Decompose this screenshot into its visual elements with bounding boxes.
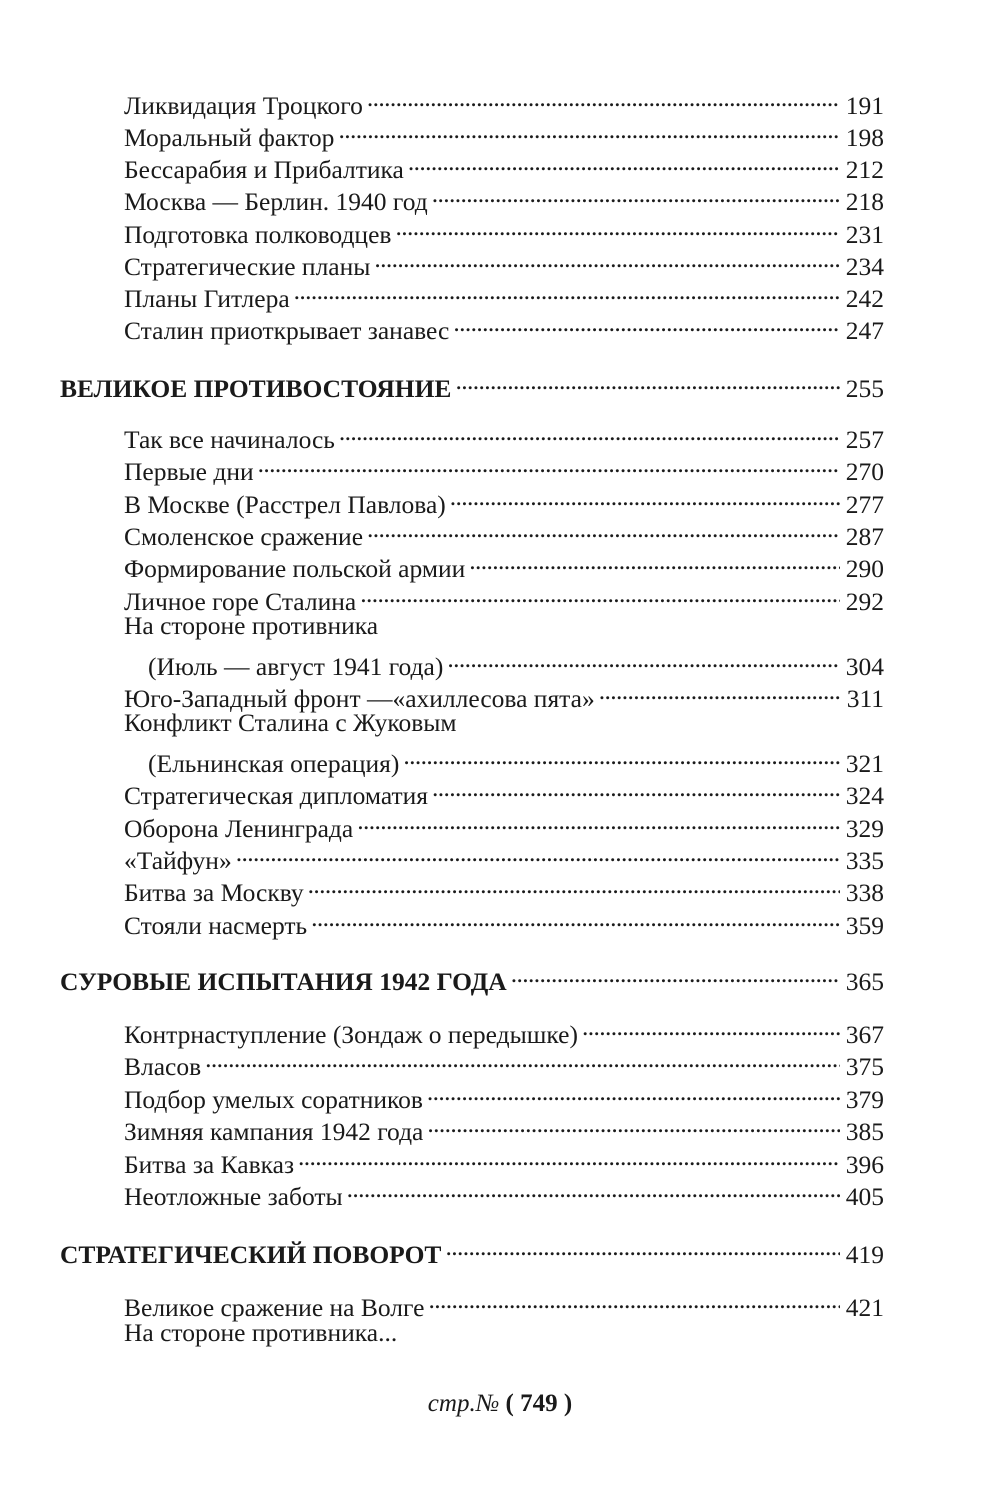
toc-entry-page: 375 [845, 1052, 884, 1081]
page-number-prefix: стр.№ [427, 1390, 500, 1417]
dot-leader [445, 1231, 839, 1263]
toc-entry-page: 198 [845, 123, 884, 152]
toc-entry-page: 234 [845, 252, 884, 281]
toc-section-heading[interactable] [60, 1231, 884, 1271]
toc-entry-title: Личное горе Сталина [124, 587, 357, 616]
toc-entry-title: Сталин приоткрывает занавес [124, 316, 450, 345]
toc-entry-page: 379 [845, 1085, 884, 1114]
toc-entry-page: 321 [845, 749, 884, 778]
dot-leader [308, 869, 840, 901]
toc-section-title: ВЕЛИКОЕ ПРОТИВОСТОЯНИЕ [60, 374, 452, 403]
toc-entry-title: Контрнаступление (Зондаж о передышке) [124, 1020, 578, 1049]
toc-entry-title: Подбор умелых соратников [124, 1085, 423, 1114]
toc-entry-page: 359 [845, 911, 884, 940]
dot-leader [447, 643, 839, 675]
dot-leader [408, 146, 840, 178]
toc-entry-title: Планы Гитлера [124, 284, 290, 313]
toc-entry-title: Так все начиналось [124, 425, 335, 454]
dot-leader [258, 448, 840, 480]
toc-entry-title: В Москве (Расстрел Павлова) [124, 490, 446, 519]
page-number: ( 749 ) [505, 1390, 573, 1417]
dot-leader [367, 82, 840, 114]
toc-entry-page: 257 [845, 425, 884, 454]
page-footer [0, 1388, 1000, 1420]
toc-entry-page: 367 [845, 1020, 884, 1049]
toc-section-title: СТРАТЕГИЧЕСКИЙ ПОВОРОТ [60, 1240, 442, 1269]
dot-leader [236, 837, 840, 869]
toc-entry-title: Смоленское сражение [124, 522, 364, 551]
dot-leader [205, 1043, 840, 1075]
toc-entry-title: Неотложные заботы [124, 1182, 343, 1211]
dot-leader [374, 243, 839, 275]
toc-entry-title: «Тайфун» [124, 846, 232, 875]
dot-leader [367, 513, 840, 545]
toc-entry-page: 405 [845, 1182, 884, 1211]
dot-leader [298, 1141, 840, 1173]
toc-entry-title: Стратегические планы [124, 252, 371, 281]
toc-entry-title: Ликвидация Троцкого [124, 91, 363, 120]
dot-leader [357, 805, 840, 837]
dot-leader [294, 275, 840, 307]
toc-section-page: 419 [845, 1240, 884, 1269]
dot-leader [432, 772, 840, 804]
dot-leader [599, 675, 841, 707]
dot-leader [338, 114, 839, 146]
toc-section-page: 365 [845, 967, 884, 996]
toc-entry-page: 290 [845, 554, 884, 583]
dot-leader [453, 307, 839, 339]
toc-entry-page: 338 [845, 878, 884, 907]
toc-entry-page: 191 [845, 91, 884, 120]
toc-entry-page: 329 [845, 814, 884, 843]
toc-entry-page: 304 [845, 652, 884, 681]
toc-section-page: 255 [845, 374, 884, 403]
toc-section-heading[interactable] [60, 958, 884, 998]
toc-entry-title: Оборона Ленинграда [124, 814, 354, 843]
toc-entry-page: 242 [845, 284, 884, 313]
toc-entry[interactable] [124, 902, 884, 942]
dot-leader [347, 1173, 840, 1205]
dot-leader [450, 481, 840, 513]
toc-entry-title: Зимняя кампания 1942 года [124, 1117, 424, 1146]
toc-entry-title: Первые дни [124, 457, 254, 486]
toc-entry-page: 247 [845, 316, 884, 345]
toc-entry-page: 218 [845, 187, 884, 216]
toc-entry-title: (Июль — август 1941 года) [148, 652, 444, 681]
toc-entry-page: 385 [845, 1117, 884, 1146]
toc-entry-title: Стояли насмерть [124, 911, 308, 940]
toc-entry-title: Великое сражение на Волге [124, 1293, 425, 1322]
toc-entry-page: 277 [845, 490, 884, 519]
toc-entry-title: Власов [124, 1052, 202, 1081]
toc-entry-title: Битва за Москву [124, 878, 304, 907]
toc-entry-title: Стратегическая дипломатия [124, 781, 429, 810]
toc-entry-title: На стороне противника [124, 611, 379, 640]
toc-entry-title: Подготовка полководцев [124, 220, 392, 249]
toc-entry-page: 231 [845, 220, 884, 249]
toc-entry-page: 396 [845, 1150, 884, 1179]
toc-entry-page: 212 [845, 155, 884, 184]
dot-leader [395, 211, 839, 243]
toc-entry-page: 287 [845, 522, 884, 551]
toc-entry[interactable] [124, 307, 884, 347]
dot-leader [511, 958, 840, 990]
toc-entry-title: (Ельнинская операция) [148, 749, 400, 778]
toc-entry[interactable] [124, 610, 884, 642]
toc-entry[interactable] [124, 1317, 884, 1349]
dot-leader [360, 578, 840, 610]
dot-leader [427, 1076, 840, 1108]
toc-entry-page: 311 [846, 684, 884, 713]
toc-entry-title: Формирование польской армии [124, 554, 466, 583]
toc-entry-title: Конфликт Сталина с Жуковым [124, 708, 457, 737]
toc-entry-title: На стороне противника... [124, 1318, 398, 1347]
dot-leader [432, 178, 840, 210]
toc-entry-title: Битва за Кавказ [124, 1150, 295, 1179]
dot-leader [455, 365, 839, 397]
toc-entry-title: Москва — Берлин. 1940 год [124, 187, 428, 216]
toc-entry-page: 292 [845, 587, 884, 616]
toc-entry-page: 324 [845, 781, 884, 810]
toc-entry-title: Моральный фактор [124, 123, 335, 152]
dot-leader [311, 902, 840, 934]
toc-section-heading[interactable] [60, 365, 884, 405]
dot-leader [339, 416, 840, 448]
toc-entry-page: 335 [845, 846, 884, 875]
dot-leader [582, 1011, 840, 1043]
toc-entry-title: Юго-Западный фронт —«ахиллесова пята» [124, 684, 595, 713]
dot-leader [427, 1108, 839, 1140]
toc-section-title: СУРОВЫЕ ИСПЫТАНИЯ 1942 ГОДА [60, 967, 507, 996]
toc-entry-page: 421 [845, 1293, 884, 1322]
dot-leader [403, 740, 839, 772]
toc-entry[interactable] [124, 1173, 884, 1213]
toc-entry-page: 270 [845, 457, 884, 486]
dot-leader [428, 1284, 839, 1316]
toc-entry[interactable] [124, 707, 884, 739]
dot-leader [469, 545, 839, 577]
toc-entry-title: Бессарабия и Прибалтика [124, 155, 404, 184]
